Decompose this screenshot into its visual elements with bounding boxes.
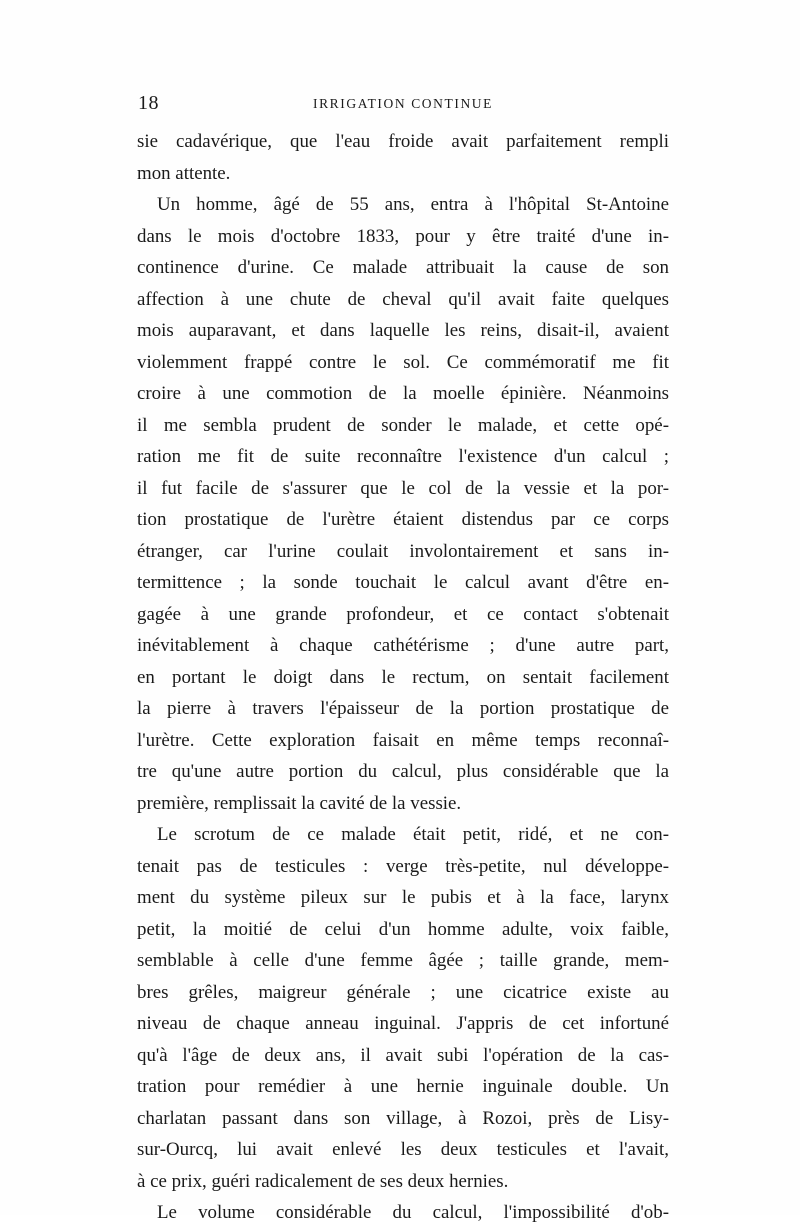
text-line: ment du système pileux sur le pubis et à la face, larynx: [137, 887, 669, 908]
text-line: Le scrotum de ce malade était petit, ridé, et ne con-: [157, 824, 669, 845]
text-line: la pierre à travers l'épaisseur de la portion prostatique de: [137, 698, 669, 719]
running-title: IRRIGATION CONTINUE: [312, 96, 493, 111]
text-line: tenait pas de testicules : verge très-petite, nul développe-: [137, 855, 669, 877]
text-line: mois auparavant, et dans laquelle les reins, disait-il, avaient: [137, 320, 669, 341]
text-line: charlatan passant dans son village, à Rozoi, près de Lisy-: [137, 1107, 669, 1129]
text-line: première, remplissait la cavité de la vessie.: [137, 792, 462, 814]
text-line: ration me fit de suite reconnaître l'existence d'un calcul ;: [137, 446, 669, 467]
running-head: [138, 92, 668, 118]
text-line: il fut facile de s'assurer que le col de la vessie et la por-: [137, 477, 669, 499]
text-line: sie cadavérique, que l'eau froide avait parfaitement rempli: [137, 131, 669, 152]
text-line: affection à une chute de cheval qu'il avait faite quelques: [137, 288, 669, 310]
page-number: 18: [138, 92, 159, 114]
text-line: dans le mois d'octobre 1833, pour y être traité d'une in-: [137, 225, 669, 247]
text-line: inévitablement à chaque cathétérisme ; d'une autre part,: [137, 635, 669, 656]
text-line: tre qu'une autre portion du calcul, plus considérable que la: [137, 761, 669, 782]
text-line: sur-Ourcq, lui avait enlevé les deux testicules et l'avait,: [137, 1139, 669, 1160]
text-line: gagée à une grande profondeur, et ce contact s'obtenait: [137, 603, 669, 625]
text-line: croire à une commotion de la moelle épinière. Néanmoins: [137, 383, 669, 404]
text-line: l'urètre. Cette exploration faisait en même temps reconnaî-: [137, 729, 669, 751]
text-line: tion prostatique de l'urètre étaient distendus par ce corps: [137, 509, 669, 530]
text-line: Un homme, âgé de 55 ans, entra à l'hôpital St-Antoine: [157, 194, 669, 215]
text-line: violemment frappé contre le sol. Ce commémoratif me fit: [137, 351, 669, 373]
text-line: à ce prix, guéri radicalement de ses deux hernies.: [137, 1170, 509, 1192]
text-line: petit, la moitié de celui d'un homme adulte, voix faible,: [137, 918, 669, 940]
text-line: continence d'urine. Ce malade attribuait la cause de son: [137, 257, 669, 278]
text-line: il me sembla prudent de sonder le malade, et cette opé-: [137, 414, 669, 436]
text-line: Le volume considérable du calcul, l'impossibilité d'ob-: [157, 1202, 669, 1223]
text-line: semblable à celle d'une femme âgée ; taille grande, mem-: [137, 950, 669, 971]
text-line: étranger, car l'urine coulait involontairement et sans in-: [137, 540, 669, 562]
text-line: en portant le doigt dans le rectum, on sentait facilement: [137, 666, 669, 688]
text-line: qu'à l'âge de deux ans, il avait subi l'opération de la cas-: [137, 1044, 669, 1066]
text-line: niveau de chaque anneau inguinal. J'appris de cet infortuné: [137, 1013, 669, 1034]
text-line: mon attente.: [137, 162, 231, 184]
text-line: tration pour remédier à une hernie inguinale double. Un: [137, 1076, 669, 1097]
body-text: [137, 126, 669, 1229]
text-line: bres grêles, maigreur générale ; une cicatrice existe au: [137, 981, 669, 1003]
text-line: termittence ; la sonde touchait le calcul avant d'être en-: [137, 572, 669, 593]
